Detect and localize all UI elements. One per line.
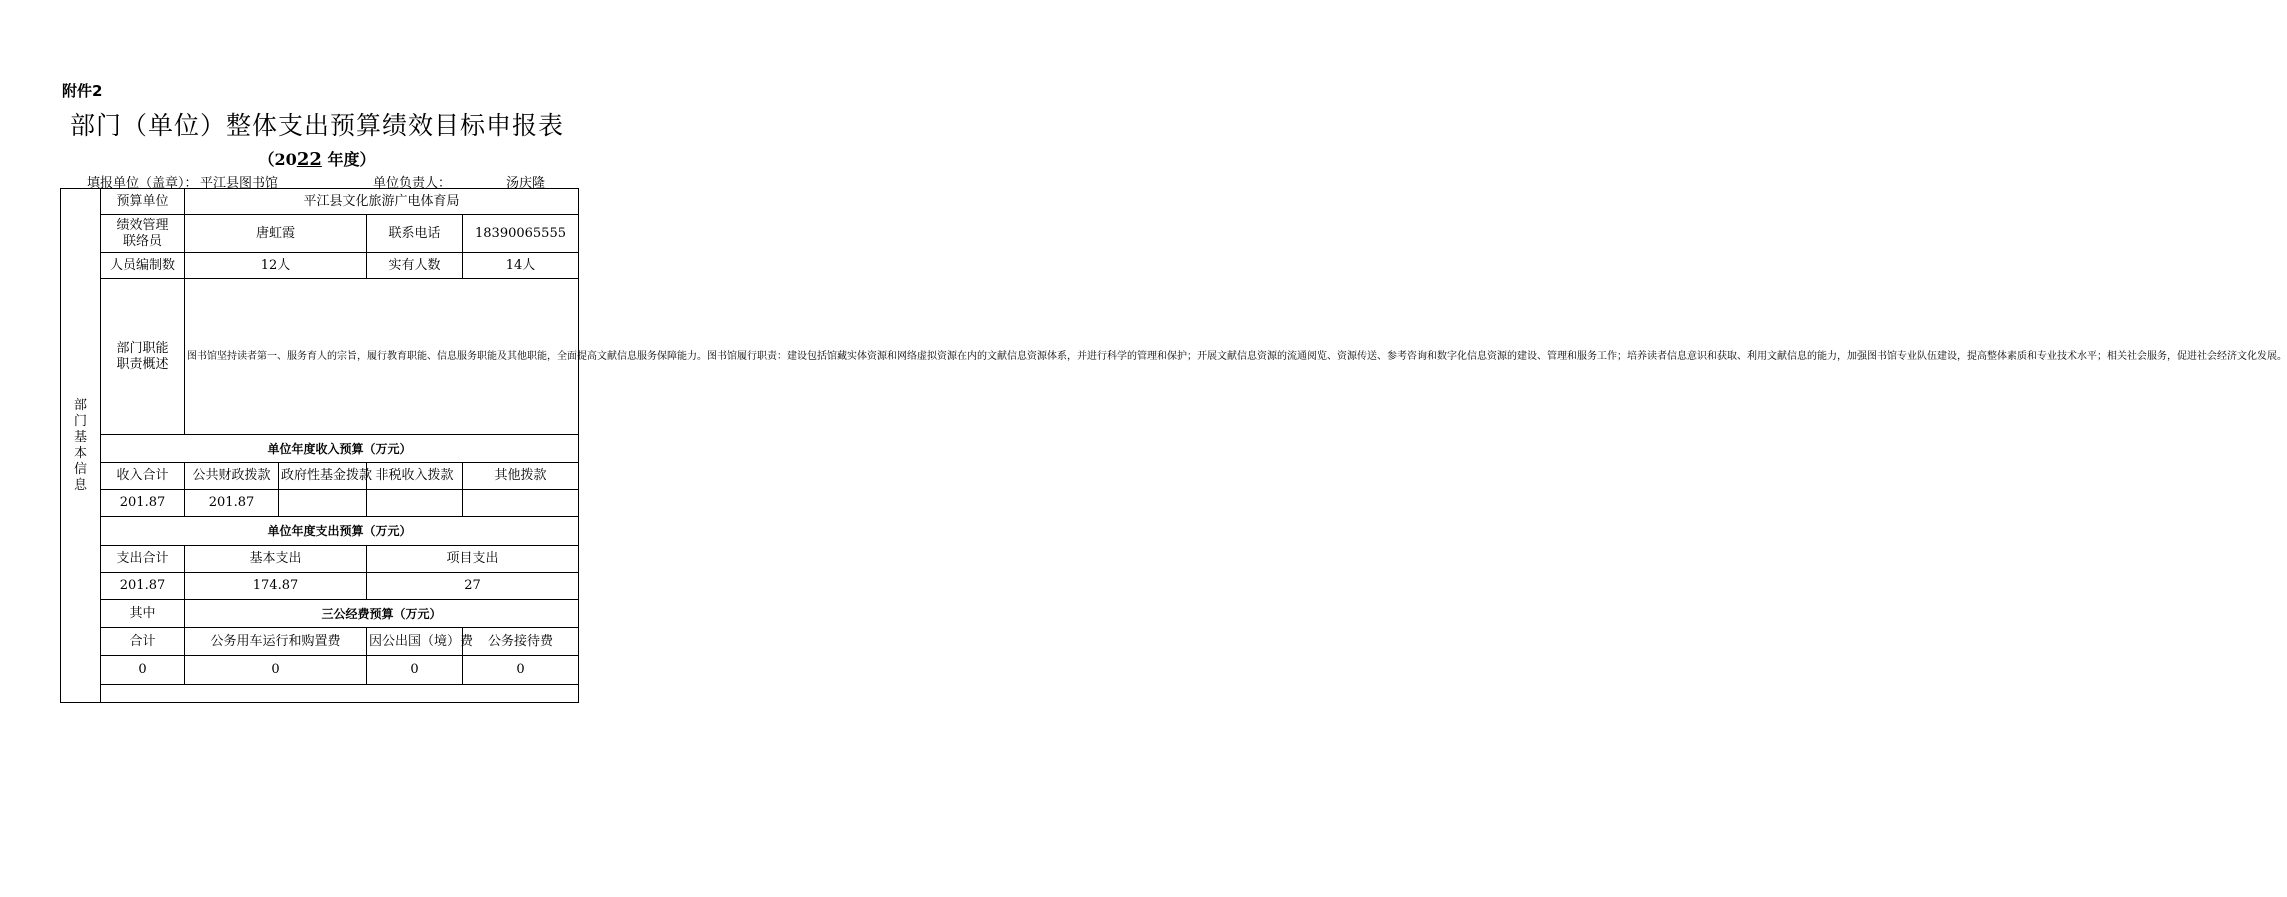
year-close: 年度） [321, 150, 376, 169]
row-duties [61, 279, 579, 435]
three-public-header-reception: 公务接待费 [463, 628, 579, 656]
row-contact [61, 215, 579, 253]
row-expense-heading [61, 517, 579, 546]
expense-value-total: 201.87 [101, 573, 185, 600]
filler-unit-value: 平江县图书馆 [200, 176, 279, 191]
row-income-headers [61, 463, 579, 490]
row-income-values [61, 490, 579, 517]
filler-head-label: 单位负责人： [373, 176, 452, 191]
income-value-total: 201.87 [101, 490, 185, 517]
three-public-value-total: 0 [101, 656, 185, 685]
row-expense-values [61, 573, 579, 600]
expense-heading: 单位年度支出预算（万元） [101, 517, 579, 546]
income-header-other: 其他拨款 [463, 463, 579, 490]
expense-value-basic: 174.87 [185, 573, 367, 600]
income-header-total: 收入合计 [101, 463, 185, 490]
staff-quota-label: 人员编制数 [101, 253, 185, 279]
row-income-heading [61, 435, 579, 463]
expense-value-project: 27 [367, 573, 579, 600]
budget-table [60, 188, 2287, 703]
income-header-fund: 政府性基金拨款 [279, 463, 367, 490]
three-public-header-abroad: 因公出国（境）费 [367, 628, 463, 656]
row-budget-unit [61, 189, 579, 215]
year-open: （20 [258, 150, 297, 169]
three-public-value-abroad: 0 [367, 656, 463, 685]
expense-header-total: 支出合计 [101, 546, 185, 573]
income-heading: 单位年度收入预算（万元） [101, 435, 579, 463]
income-header-public: 公共财政拨款 [185, 463, 279, 490]
row-three-public-heading [61, 600, 579, 628]
three-public-header-total: 合计 [101, 628, 185, 656]
attachment-label: 附件2 [62, 82, 103, 100]
document-title: 部门（单位）整体支出预算绩效目标申报表 [69, 111, 564, 140]
three-public-heading: 三公经费预算（万元） [185, 600, 579, 628]
expense-header-basic: 基本支出 [185, 546, 367, 573]
income-header-nontax: 非税收入拨款 [367, 463, 463, 490]
filler-head-value: 汤庆隆 [506, 176, 546, 191]
staff-actual-value: 14人 [463, 253, 579, 279]
income-value-public: 201.87 [185, 490, 279, 517]
expense-header-project: 项目支出 [367, 546, 579, 573]
row-three-public-values [61, 656, 579, 685]
blank-cell [101, 685, 579, 703]
duties-label: 部门职能 职责概述 [101, 279, 185, 435]
income-value-other [463, 490, 579, 517]
side-label-cell: 部 门 基 本 信 息 [61, 189, 101, 703]
contact-name: 唐虹霞 [185, 215, 367, 253]
three-public-header-car: 公务用车运行和购置费 [185, 628, 367, 656]
duties-text: 图书馆坚持读者第一、服务育人的宗旨，履行教育职能、信息服务职能及其他职能，全面提高文献信息服务保障能力。图书馆履行职责：建设包括馆藏实体资源和网络虚拟资源在内的文献信息资源体系，并进行科学的管理和保护；开展文献信息资源的流通阅览、资源传送、参考咨询和数字化信息资源的建设、管理和服务工作；培养读者信息意识和获取、利用文献信息的能力，加强图书馆专业队伍建设，提高整体素质和专业技术水平；相关社会服务，促进社会经济文化发展。 [185, 279, 579, 435]
three-public-value-car: 0 [185, 656, 367, 685]
filler-unit-label: 填报单位（盖章）： [87, 176, 198, 191]
contact-label: 绩效管理 联络员 [101, 215, 185, 253]
phone-label: 联系电话 [367, 215, 463, 253]
year-line [0, 147, 634, 170]
row-blank [61, 685, 579, 703]
staff-actual-label: 实有人数 [367, 253, 463, 279]
among-label: 其中 [101, 600, 185, 628]
budget-unit-label: 预算单位 [101, 189, 185, 215]
three-public-value-reception: 0 [463, 656, 579, 685]
row-three-public-headers [61, 628, 579, 656]
row-expense-headers [61, 546, 579, 573]
income-value-nontax [367, 490, 463, 517]
staff-quota-value: 12人 [185, 253, 367, 279]
year-digits: 22 [296, 149, 322, 170]
budget-unit-value: 平江县文化旅游广电体育局 [185, 189, 579, 215]
income-value-fund [279, 490, 367, 517]
phone-value: 18390065555 [463, 215, 579, 253]
row-staff [61, 253, 579, 279]
